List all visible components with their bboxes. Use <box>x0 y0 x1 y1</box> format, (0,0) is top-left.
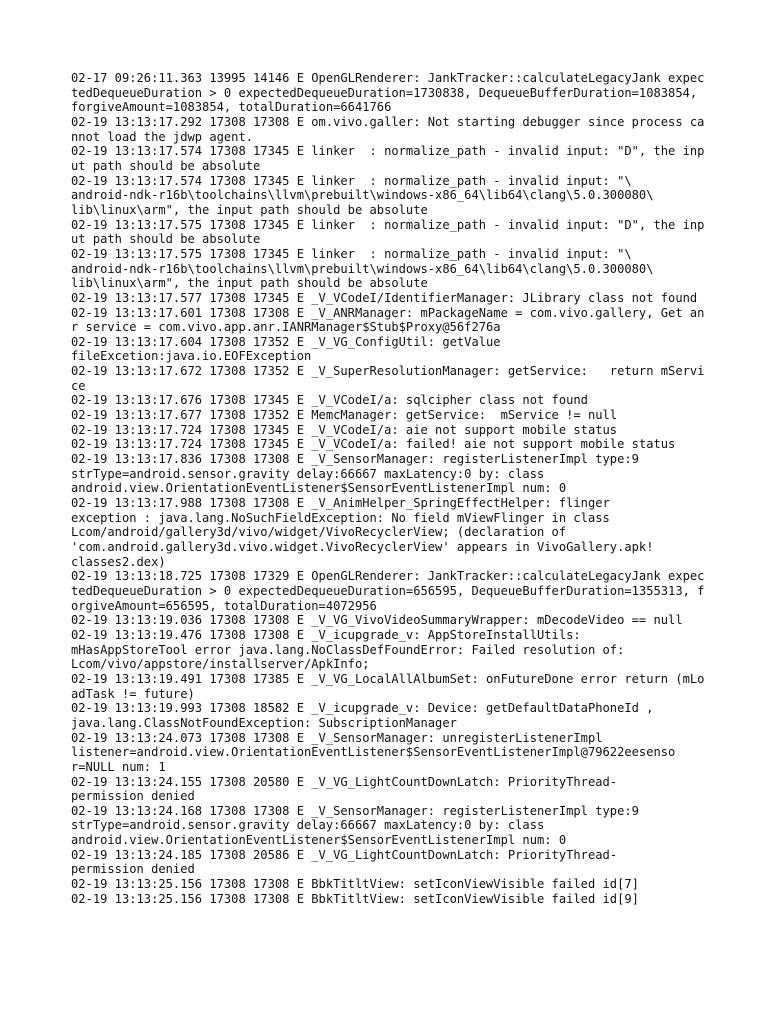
log-document <box>71 71 711 906</box>
log-text: 02-17 09:26:11.363 13995 14146 E OpenGLRenderer: JankTracker::calculateLegacyJank expectedDequeueDuration > 0 expectedDequeueDuration=1730838, DequeueBufferDuration=1083854, forgiveAmount=1083854, totalDuration=6641766 02-19 13:13:17.292 17308 17308 E om.vivo.galler: Not starting debugger since process cannot load the jdwp agent. 02-19 13:13:17.574 17308 17345 E linker : normalize_path - invalid input: "D", the input path should be absolute 02-19 13:13:17.574 17308 17345 E linker : normalize_path - invalid input: "\ android-ndk-r16b\toolchains\llvm\prebuilt\windows-x86_64\lib64\clang\5.0.300080\ lib\linux\arm", the input path should be absolute 02-19 13:13:17.575 17308 17345 E linker : normalize_path - invalid input: "D", the input path should be absolute 02-19 13:13:17.575 17308 17345 E linker : normalize_path - invalid input: "\ android-ndk-r16b\toolchains\llvm\prebuilt\windows-x86_64\lib64\clang\5.0.300080\ lib\linux\arm", the input path should be absolute 02-19 13:13:17.577 17308 17345 E _V_VCodeI/IdentifierManager: JLibrary class not found 02-19 13:13:17.601 17308 17308 E _V_ANRManager: mPackageName = com.vivo.gallery, Get anr service = com.vivo.app.anr.IANRManager$Stub$Proxy@56f276a 02-19 13:13:17.604 17308 17352 E _V_VG_ConfigUtil: getValue fileExcetion:java.io.EOFException 02-19 13:13:17.672 17308 17352 E _V_SuperResolutionManager: getService: return mService 02-19 13:13:17.676 17308 17345 E _V_VCodeI/a: sqlcipher class not found 02-19 13:13:17.677 17308 17352 E MemcManager: getService: mService != null 02-19 13:13:17.724 17308 17345 E _V_VCodeI/a: aie not support mobile status 02-19 13:13:17.724 17308 17345 E _V_VCodeI/a: failed! aie not support mobile status 02-19 13:13:17.836 17308 17308 E _V_SensorManager: registerListenerImpl type:9 strType=android.sensor.gravity delay:66667 maxLatency:0 by: class android.view.OrientationEventListener$SensorEventListenerImpl num: 0 02-19 13:13:17.988 17308 17308 E _V_AnimHelper_SpringEffectHelper: flinger exception : java.lang.NoSuchFieldException: No field mViewFlinger in class Lcom/android/gallery3d/vivo/widget/VivoRecyclerView; (declaration of 'com.android.gallery3d.vivo.widget.VivoRecyclerView' appears in VivoGallery.apk! classes2.dex) 02-19 13:13:18.725 17308 17329 E OpenGLRenderer: JankTracker::calculateLegacyJank expectedDequeueDuration > 0 expectedDequeueDuration=656595, DequeueBufferDuration=1355313, forgiveAmount=656595, totalDuration=4072956 02-19 13:13:19.036 17308 17308 E _V_VG_VivoVideoSummaryWrapper: mDecodeVideo == null 02-19 13:13:19.476 17308 17308 E _V_icupgrade_v: AppStoreInstallUtils: mHasAppStoreTool error java.lang.NoClassDefFoundError: Failed resolution of: Lcom/vivo/appstore/installserver/ApkInfo; 02-19 13:13:19.491 17308 17385 E _V_VG_LocalAllAlbumSet: onFutureDone error return (mLoadTask != future) 02-19 13:13:19.993 17308 18582 E _V_icupgrade_v: Device: getDefaultDataPhoneId , java.lang.ClassNotFoundException: SubscriptionManager 02-19 13:13:24.073 17308 17308 E _V_SensorManager: unregisterListenerImpl listener=android.view.OrientationEventListener$SensorEventListenerImpl@79622eesenso r=NULL num: 1 02-19 13:13:24.155 17308 20580 E _V_VG_LightCountDownLatch: PriorityThread- permission denied 02-19 13:13:24.168 17308 17308 E _V_SensorManager: registerListenerImpl type:9 strType=android.sensor.gravity delay:66667 maxLatency:0 by: class android.view.OrientationEventListener$SensorEventListenerImpl num: 0 02-19 13:13:24.185 17308 20586 E _V_VG_LightCountDownLatch: PriorityThread- permission denied 02-19 13:13:25.156 17308 17308 E BbkTitltView: setIconViewVisible failed id[7] 02-19 13:13:25.156 17308 17308 E BbkTitltView: setIconViewVisible failed id[9] <box>71 71 705 906</box>
